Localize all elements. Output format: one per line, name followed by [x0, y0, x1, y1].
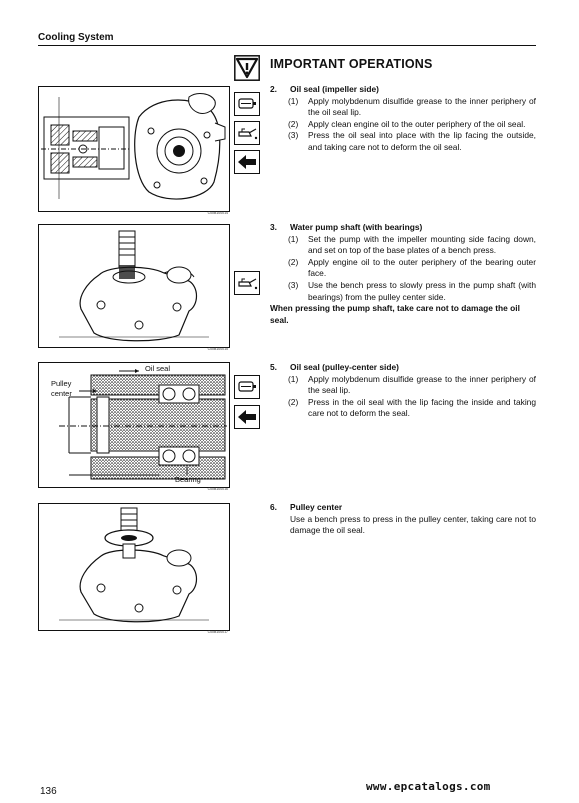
step-text: Use a bench press to press in the pulley center, taking care not to damage the oil seal. [290, 513, 536, 536]
step-title: Water pump shaft (with bearings) [290, 222, 423, 232]
figure-code: C00B100014 [207, 211, 228, 215]
figure-label-pulley: Pulley [51, 379, 72, 388]
step-number: 6. [270, 502, 277, 512]
step-title: Oil seal (pulley-center side) [290, 362, 399, 372]
step-3 [270, 222, 536, 326]
press-arrow-icon [234, 150, 260, 174]
step-item: (2) Apply engine oil to the outer periphery of the bearing outer face. [288, 256, 536, 279]
figure-pulley-center [38, 503, 230, 631]
step-number: 5. [270, 362, 277, 372]
step-item: (1) Set the pump with the impeller mounting side facing down, and set on top of the base plates of a bench press. [288, 233, 536, 256]
oil-can-icon [234, 271, 260, 295]
figure-code: C00B100016 [207, 487, 228, 491]
figure-water-pump-shaft [38, 224, 230, 348]
step-6 [270, 502, 536, 537]
figure-oil-seal-impeller-side [38, 86, 230, 212]
step-note: When pressing the pump shaft, take care not to damage the oil seal. [270, 303, 520, 325]
step-item: (2) Press in the oil seal with the lip facing the inside and taking care not to deform the seal. [288, 396, 536, 419]
oil-can-icon [234, 121, 260, 145]
figure-label-oil-seal: Oil seal [145, 364, 171, 373]
section-title: IMPORTANT OPERATIONS [270, 57, 433, 71]
step-item: (1) Apply molybdenum disulfide grease to the inner periphery of the seal lip. [288, 373, 536, 396]
warning-triangle-icon [234, 55, 260, 81]
figure-code: C00B100017 [207, 630, 228, 634]
grease-icon [234, 375, 260, 399]
figure-1-illustration [39, 87, 229, 211]
figure-code: C00B100015 [207, 347, 228, 351]
page-header-title: Cooling System [38, 32, 114, 43]
figure-label-center: center [51, 389, 72, 398]
step-item: (2) Apply clean engine oil to the outer periphery of the oil seal. [288, 118, 526, 129]
step-title: Oil seal (impeller side) [290, 84, 379, 94]
step-item: (1) Apply molybdenum disulfide grease to the inner periphery of the oil seal lip. [288, 95, 536, 118]
step-item: (3) Use the bench press to slowly press in the pump shaft (with bearings) from the pulley center side. [288, 279, 536, 302]
step-title: Pulley center [290, 502, 343, 512]
figure-2-illustration [39, 225, 229, 347]
watermark: www.epcatalogs.com [366, 780, 491, 793]
step-item: (3) Press the oil seal into place with the lip facing the outside, and taking care not to deform the oil seal. [288, 130, 536, 152]
page-number: 136 [40, 786, 57, 797]
figure-label-bearing: Bearing [175, 475, 201, 484]
step-number: 3. [270, 222, 277, 232]
figure-4-illustration [39, 504, 229, 630]
header-rule [38, 45, 536, 46]
step-5 [270, 362, 536, 420]
grease-icon [234, 92, 260, 116]
step-number: 2. [270, 84, 277, 94]
press-arrow-icon [234, 405, 260, 429]
figure-oil-seal-pulley-center-side [38, 362, 230, 488]
step-2 [270, 84, 536, 154]
